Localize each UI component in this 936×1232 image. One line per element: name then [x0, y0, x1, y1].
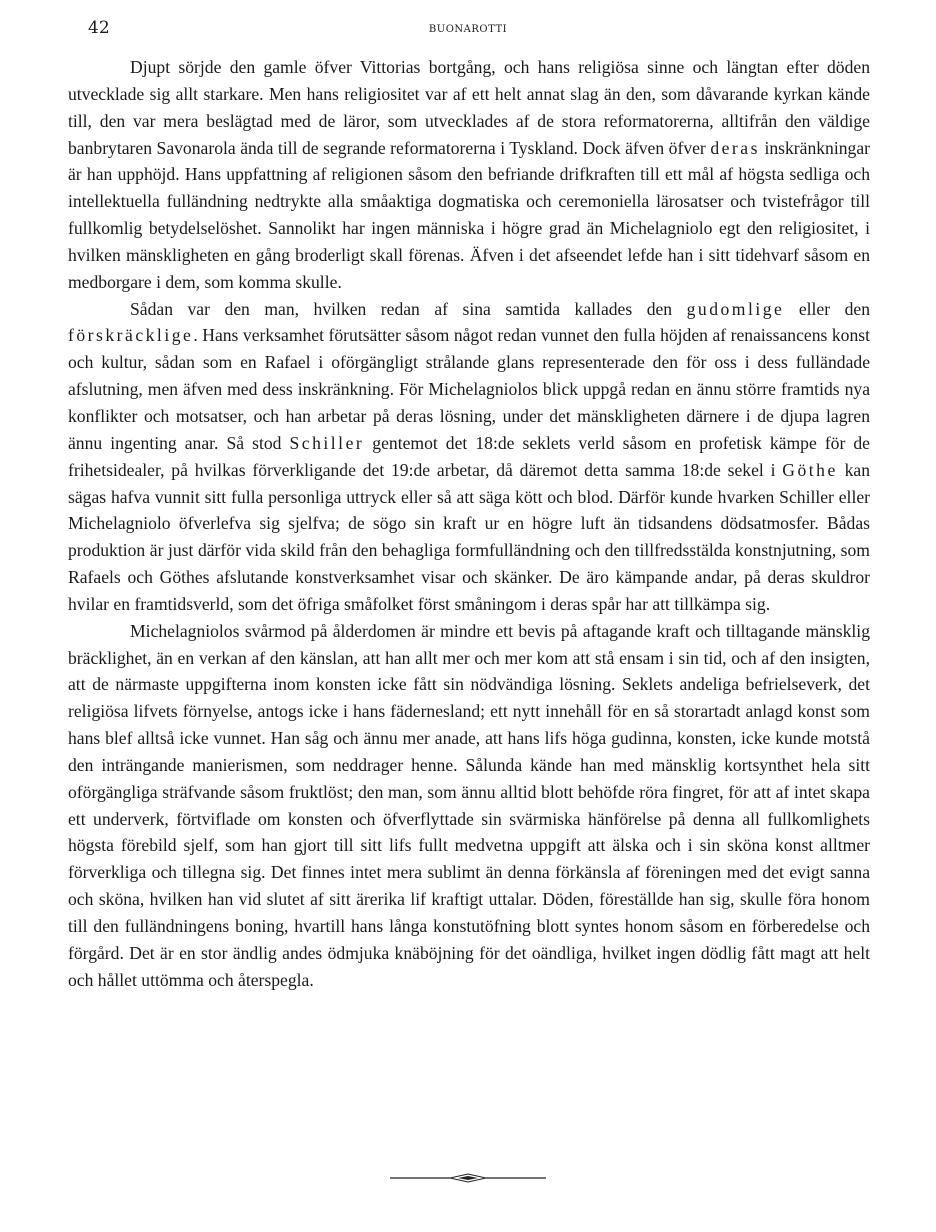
text-run: . Hans verksamhet förutsätter såsom något redan vunnet den fulla höjden af renaissancens konst och kultur, sådan som en Rafael i oförgängligt strålande glans representerade den för oss i dess fulländade afslutning, men äfven med dess inskränkning. För Michelagniolos blick uppgå redan en ännu större framtids nya konflikter och motsatser, och han arbetar på deras lösning, under det mänskligheten därnere i de djupa lagren ännu ingenting anar. Så stod [68, 325, 870, 453]
text-run: kan sägas hafva vunnit sitt fulla personliga uttryck eller så att säga kött och blod. Därför kunde hvarken Schiller eller Michelagniolo öfverlefva sig sjelfva; de sögo sin kraft ur en högre luft än tidsandens dödsatmosfer. Bådas produktion är just därför vida skild från den behagliga formfulländning och den tillfredsstälda konstnjutning, som Rafaels och Göthes afslutande konstverksamhet visar och skänker. De äro kämpande andar, på deras skuldror hvilar en framtidsverld, som det öfriga småfolket först småningom i deras spår har att tillkämpa sig. [68, 459, 870, 614]
text-run: Michelagniolos svårmod på ålderdomen är mindre ett bevis på aftagande kraft och tilltagande mänsklig bräcklighet, än en verkan af den känslan, att han allt mer och mer kom att stå ensam i sin tid, och af den insigten, att de närmaste uppgifterna inom konsten icke fått sin nödvändiga lösning. Seklets andeliga befrielseverk, det religiösa lifvets förnyelse, antogs icke i hans fädernesland; ett nytt innehåll för en så storartadt anlagd konst som hans blef alltså icke vunnet. Han såg och ännu mer anade, att hans lifs höga gudinna, konsten, icke kunde motstå den inträngande manierismen, som neddrager henne. Sålunda kände han med mänsklig kortsynthet hela sitt oförgängliga sträfvande såsom fruktlöst; den man, som ännu alltid blott behöfde röra fingret, för att af intet skapa ett underverk, förtviflade om konsten och öfverflyttade sin svärmiska hänförelse på denna all fullkomlighets högsta förebild sjelf, som han gjort till sitt lifs fullt medvetna uppgift att älska och i sin sköna konst alltmer förverkliga och tillegna sig. Det finnes intet mera sublimt än denna förkänsla af föreningen med det evigt sanna och sköna, hvilken han vid slutet af sitt ärerika lif kraftigt uttalar. Döden, föreställde han sig, skulle föra honom till den fulländningens boning, hvartill hans långa konstutöfning blott syntes honom såsom en förberedelse och förgård. Det är en stor ändlig andes ödmjuka knäböjning för det oändliga, hvilket ingen dödlig fått magt att helt och hållet uttömma och återspegla. [68, 620, 870, 990]
emphasized-text: Göthe [782, 459, 838, 480]
body-text [68, 54, 870, 994]
paragraph [68, 618, 870, 994]
emphasized-text: Schiller [289, 432, 365, 453]
paragraph [68, 296, 870, 618]
text-run: Djupt sörjde den gamle öfver Vittorias bortgång, och hans religiösa sinne och längtan efter döden utvecklade sig allt starkare. Men hans religiositet var af ett helt annat slag än den, som dåvarande kyrkan kände till, den var mera beslägtad med de läror, som utvecklades af de stora reformatorerna, alltifrån den väldige banbrytaren Savonarola ända till de segrande reformatorerna i Tyskland. Dock äfven öfver [68, 57, 870, 158]
text-run: inskränkningar är han upphöjd. Hans uppfattning af religionen såsom den befriande drifkraften till ett mål af högsta sedliga och intellektuella fulländning nedtrykte alla småaktiga dogmatiska och ceremoniella lärosatser och tvistefrågor till fullkomlig betydelselöshet. Sannolikt har ingen människa i högre grad än Michelagniolo egt den religiositet, i hvilken mänskligheten en gång broderligt skall förenas. Äfven i det afseendet lefde han i sitt tidehvarf såsom en medborgare i dem, som komma skulle. [68, 137, 870, 292]
running-title: BUONAROTTI [428, 24, 508, 35]
emphasized-text: gudomlige [686, 298, 785, 319]
emphasized-text: deras [710, 137, 760, 158]
text-run: gentemot det 18:de seklets verld såsom en profetisk kämpe för de frihetsidealer, på hvilkas förverkligande det 19:de arbetar, då däremot detta samma 18:de sekel i [68, 432, 870, 480]
page-number: 42 [88, 18, 110, 38]
text-run: Sådan var den man, hvilken redan af sina samtida kallades den [130, 298, 687, 319]
text-run: eller den [784, 298, 870, 319]
paragraph [68, 54, 870, 296]
emphasized-text: förskräcklige [68, 325, 194, 346]
tailpiece-ornament-icon [388, 1172, 548, 1184]
